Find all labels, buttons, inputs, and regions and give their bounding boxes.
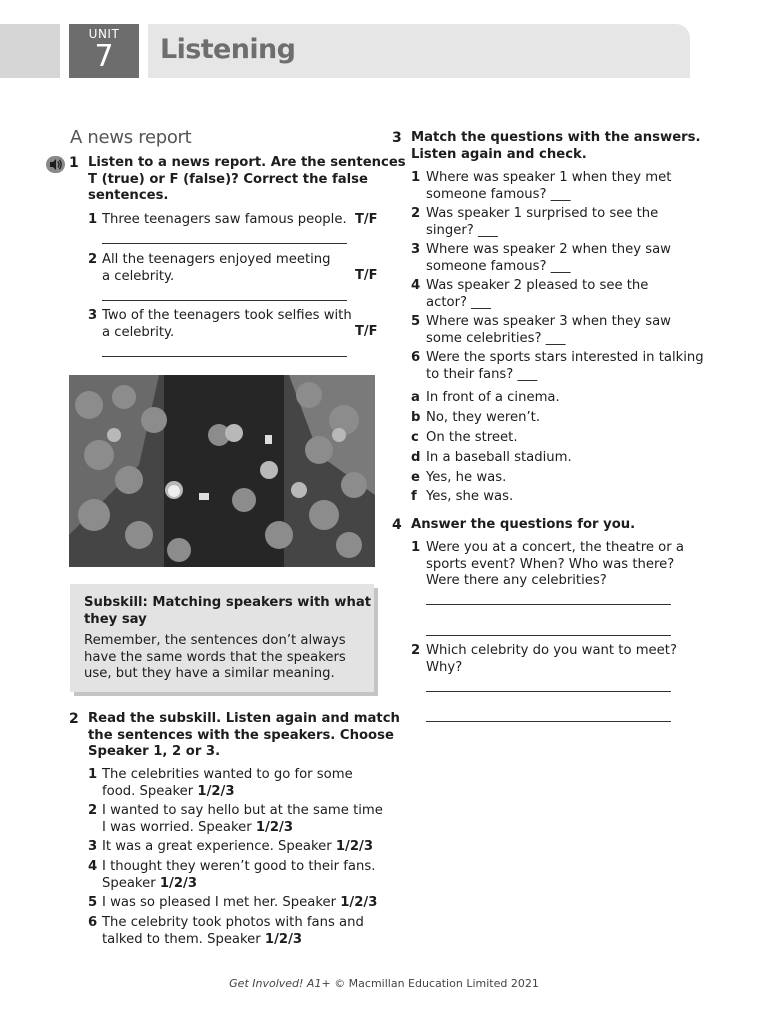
ex3-answer-letter: f [411,489,417,504]
subskill-body-line: Remember, the sentences don’t always [84,633,346,648]
item-line-text: food. [102,783,136,799]
ex3-question-number: 5 [411,314,421,329]
subskill-body [84,633,346,683]
instruction-line: Read the subskill. Listen again and match [88,711,400,726]
ex1-item-number: 2 [88,252,98,267]
speaker-label: Speaker [282,895,337,910]
speaker-choice[interactable]: 1/2/3 [264,931,303,947]
true-false-choice[interactable]: T/F [355,212,378,227]
instruction-line: T (true) or F (false)? Correct the false [88,171,368,187]
item-line: a celebrity. [102,268,175,284]
question-line: Where was speaker 2 when they saw [426,242,671,257]
ex3-question-number: 3 [411,242,421,257]
footer [0,977,768,990]
speaker-label: Speaker [102,875,156,891]
item-line: The celebrities wanted to go for some [102,767,353,782]
item-line-text: It was a great experience. [102,839,274,854]
exercise-1-instruction [88,155,406,205]
question-line: singer? ___ [426,222,498,238]
ex3-answer-letter: b [411,410,421,425]
ex4-question-text [426,643,677,676]
item-line [102,839,373,856]
true-false-choice[interactable]: T/F [355,324,378,339]
item-line: I thought they weren’t good to their fans. [102,859,376,874]
book-title: Get Involved! A1+ [229,977,331,990]
item-line: a celebrity. [102,324,175,340]
ex3-question-number: 1 [411,170,421,185]
ex1-item-number: 3 [88,308,98,323]
ex1-item-text [102,252,331,285]
ex3-question-number: 2 [411,206,421,221]
item-line [102,820,383,837]
item-line: I wanted to say hello but at the same time [102,803,383,818]
speaker-choice[interactable]: 1/2/3 [340,895,378,910]
exercise-2-instruction [88,711,400,761]
answer-line[interactable] [426,604,671,605]
ex3-answer-letter: a [411,390,420,405]
ex3-question-number: 6 [411,350,421,365]
ex3-question-text [426,242,671,275]
ex2-item-text [102,803,383,836]
answer-line[interactable] [426,691,671,692]
question-line: Which celebrity do you want to meet? [426,643,677,658]
page-title: Listening [160,34,296,65]
item-line-text: talked to them. [102,931,203,947]
ex3-answer-letter: c [411,430,419,445]
exercise-4-instruction: Answer the questions for you. [411,517,636,532]
instruction-line: Match the questions with the answers. [411,130,701,145]
ex3-question-text [426,170,671,203]
speaker-label: Speaker [139,783,194,799]
ex4-question-number: 1 [411,540,421,555]
exercise-2-number: 2 [69,711,79,727]
item-line: The celebrity took photos with fans and [102,915,364,930]
header-side-block [0,24,60,78]
question-line: Was speaker 2 pleased to see the [426,278,649,293]
ex3-question-text [426,350,704,383]
subskill-title-line: they say [84,611,147,627]
ex3-answer-text: Yes, she was. [426,489,514,504]
ex1-item-text [102,308,352,341]
item-line: Two of the teenagers took selfies with [102,308,352,323]
ex2-item-number: 5 [88,895,98,910]
speaker-label: Speaker [198,819,252,835]
true-false-choice[interactable]: T/F [355,268,378,283]
ex4-question-text [426,540,684,590]
ex3-answer-letter: e [411,470,420,485]
ex3-answer-text: Yes, he was. [426,470,507,485]
ex1-item-number: 1 [88,212,98,227]
answer-line[interactable] [426,635,671,636]
question-line: Were there any celebrities? [426,573,607,588]
ex3-answer-text: On the street. [426,430,518,445]
section-title: A news report [70,127,192,148]
unit-label: UNIT [88,27,120,41]
speaker-choice[interactable]: 1/2/3 [159,875,198,891]
ex2-item-text [102,895,377,912]
ex2-item-text [102,767,353,800]
question-line: Were the sports stars interested in talking [426,350,704,365]
ex2-item-text [102,839,373,856]
ex2-item-number: 3 [88,839,98,854]
question-line: sports event? When? Who was there? [426,556,675,572]
ex1-item-text: Three teenagers saw famous people. [102,212,347,227]
crowd-photo [69,375,375,567]
subskill-title [84,595,371,628]
question-line: someone famous? ___ [426,258,571,274]
instruction-line: Speaker 1, 2 or 3. [88,744,221,759]
ex3-question-text [426,206,658,239]
subskill-body-line: have the same words that the speakers [84,649,346,665]
ex3-answer-text: No, they weren’t. [426,410,541,425]
unit-number: 7 [94,39,114,74]
exercise-4-number: 4 [392,517,402,533]
ex2-item-text [102,859,375,892]
question-line: actor? ___ [426,294,491,310]
copyright: © Macmillan Education Limited 2021 [334,977,539,990]
item-line: All the teenagers enjoyed meeting [102,252,331,267]
item-line-text: I was worried. [102,819,194,835]
ex3-answer-text: In a baseball stadium. [426,450,572,465]
question-line: some celebrities? ___ [426,330,566,346]
speaker-choice[interactable]: 1/2/3 [197,783,235,799]
ex3-answer-text: In front of a cinema. [426,390,560,405]
instruction-line: the sentences with the speakers. Choose [88,727,394,743]
speaker-choice[interactable]: 1/2/3 [335,839,374,854]
question-line: Why? [426,659,463,675]
answer-line[interactable] [102,356,347,357]
ex3-question-number: 4 [411,278,421,293]
ex2-item-number: 6 [88,915,98,930]
ex3-question-text [426,278,648,311]
instruction-line: sentences. [88,188,169,203]
subskill-title-line: Subskill: Matching speakers with what [84,595,372,610]
question-line: Was speaker 1 surprised to see the [426,206,659,221]
question-line: Were you at a concert, the theatre or a [426,540,684,555]
item-line [102,876,375,893]
item-line [102,784,353,801]
instruction-line: Listen again and check. [411,146,587,162]
ex2-item-text [102,915,364,948]
exercise-3-number: 3 [392,130,402,146]
ex3-question-text [426,314,671,347]
ex2-item-number: 1 [88,767,98,782]
question-line: Where was speaker 3 when they saw [426,314,671,329]
answer-line[interactable] [102,243,347,244]
speaker-choice[interactable]: 1/2/3 [255,819,294,835]
question-line: Where was speaker 1 when they met [426,170,672,185]
ex4-question-number: 2 [411,643,421,658]
item-line [102,895,377,912]
exercise-1-number: 1 [69,155,79,171]
question-line: someone famous? ___ [426,186,571,202]
item-line-text: I was so pleased I met her. [102,895,279,910]
audio-speaker-icon[interactable] [46,156,65,173]
item-line [102,932,364,949]
instruction-line: Listen to a news report. Are the sentences [88,155,406,170]
question-line: to their fans? ___ [426,366,538,382]
answer-line[interactable] [426,721,671,722]
exercise-3-instruction [411,130,701,163]
speaker-label: Speaker [207,931,261,947]
answer-line[interactable] [102,300,347,301]
subskill-body-line: use, but they have a similar meaning. [84,666,335,681]
ex2-item-number: 4 [88,859,98,874]
ex3-answer-letter: d [411,450,421,465]
ex2-item-number: 2 [88,803,98,818]
speaker-label: Speaker [278,839,332,854]
unit-badge [69,24,139,78]
